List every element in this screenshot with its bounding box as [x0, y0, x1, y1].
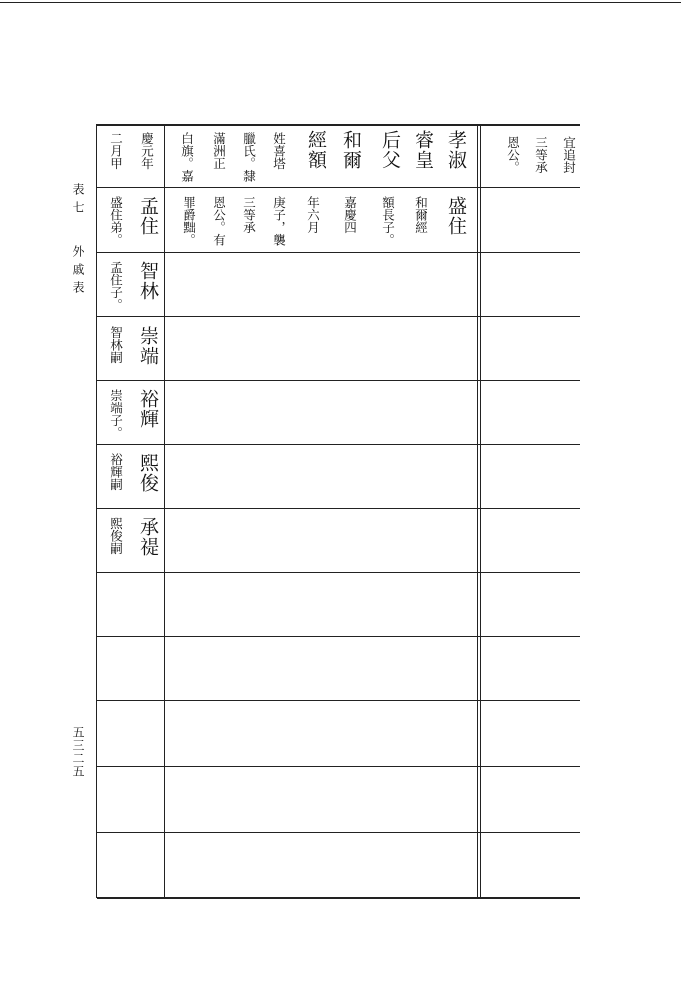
right-column-divider: [477, 124, 478, 898]
margin-section: 外戚表: [71, 245, 85, 299]
row-rule: [97, 636, 580, 637]
person-title-cont: 睿皇: [412, 130, 434, 170]
row-rule: [97, 832, 580, 833]
margin-page-number: 五三二五: [71, 726, 85, 778]
row-rule: [97, 380, 580, 381]
generation-note: 盛住弟。: [108, 196, 124, 246]
generation-note: 庚子，襲: [271, 196, 287, 246]
row-rule: [97, 572, 580, 573]
header-note: 二月甲: [108, 132, 124, 170]
header-name-col2: [306, 130, 325, 170]
generation-note: 和爾經: [413, 196, 429, 234]
row-rule: [97, 700, 580, 701]
row-rule: [97, 508, 580, 509]
margin-chapter: 表七: [71, 183, 85, 219]
right-note: 恩公。: [505, 136, 521, 174]
names-column-divider: [164, 124, 165, 898]
right-column-divider-2: [480, 124, 481, 898]
header-note: 姓喜塔: [271, 132, 287, 170]
person-title-2: [413, 130, 432, 170]
generation-name: 盛住: [445, 196, 467, 236]
right-note: 三等承: [533, 136, 549, 174]
generation-name: 裕輝: [137, 389, 159, 429]
generation-name: 熙俊: [137, 453, 159, 493]
generation-note: 熙俊嗣: [108, 517, 124, 555]
row-rule: [97, 444, 580, 445]
generation-note: 嘉慶四: [342, 196, 358, 234]
generation-note: 恩公。有: [211, 196, 227, 246]
header-name: 經額: [305, 130, 327, 170]
generation-note: 裕輝嗣: [108, 453, 124, 491]
table-top-rule: [97, 124, 580, 126]
row-rule: [97, 766, 580, 767]
generation-note: 孟住子。: [108, 261, 124, 311]
generation-note: 三等承: [241, 196, 257, 234]
generation-note: 罪爵黜。: [181, 196, 197, 246]
person-title: 孝淑: [445, 130, 467, 170]
header-note: 慶元年: [139, 132, 155, 170]
generation-name: 承禔: [137, 517, 159, 557]
header-note: 滿洲正: [211, 132, 227, 170]
right-note: 宜追封: [561, 136, 577, 174]
header-bottom-rule: [97, 187, 580, 188]
person-title-3: [380, 130, 399, 170]
row-rule: [97, 316, 580, 317]
generation-note: 崇端子。: [108, 389, 124, 439]
header-name-col1: [341, 130, 360, 170]
header-name: 和爾: [340, 130, 362, 170]
table-bottom-rule: [97, 897, 580, 899]
person-title-cont: 后父: [379, 130, 401, 170]
table-left-rule: [96, 124, 97, 898]
header-note: 白旗。嘉: [179, 132, 195, 182]
header-note: 臘氏。隸: [241, 132, 257, 182]
generation-note: 智林嗣: [108, 326, 124, 364]
person-title-1: [446, 130, 465, 184]
top-border-line: [0, 2, 681, 3]
generation-name: 孟住: [137, 196, 159, 236]
generation-name: 智林: [137, 261, 159, 301]
generation-name: 崇端: [137, 326, 159, 366]
generation-note: 年六月: [305, 196, 321, 234]
generation-note: 額長子。: [380, 196, 396, 246]
row-rule: [97, 252, 580, 253]
